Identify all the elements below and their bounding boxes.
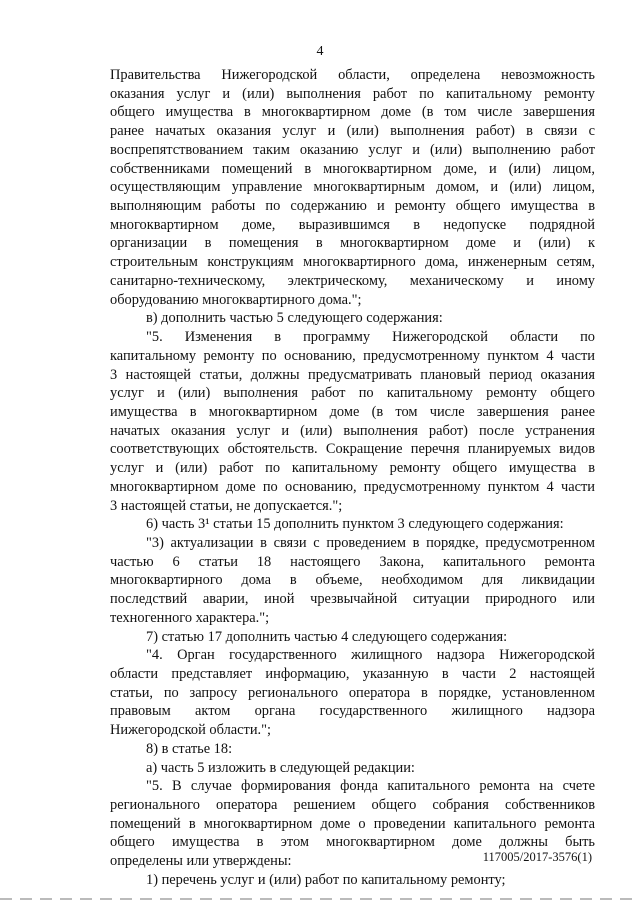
text-line: Нижегородской области.";: [110, 722, 271, 739]
text-line: ранее начатых оказания услуг и (или) выполнения работ) в связи с: [110, 123, 595, 140]
text-line: 8) в статье 18:: [146, 740, 233, 757]
text-line: "3) актуализации в связи с проведением в порядке, предусмотренном: [146, 534, 595, 551]
scan-edge-divider: [0, 898, 640, 900]
text-line: последствий аварии, иной чрезвычайной ситуации природного или: [110, 591, 595, 608]
text-line: 1) перечень услуг и (или) работ по капитальному ремонту;: [146, 871, 506, 888]
text-line: санитарно-техническому, электрическому, механическому и иному: [110, 272, 595, 289]
text-line: общего имущества в этом многоквартирном доме должны быть: [110, 834, 595, 851]
text-line: правовым актом органа государственного жилищного надзора: [110, 703, 595, 720]
text-line: начатых оказания услуг и (или) выполнения работ) после устранения: [110, 422, 595, 439]
text-line: 6) часть 3¹ статьи 15 дополнить пунктом 3 следующего содержания:: [146, 516, 564, 533]
text-line: выполняющим работы по содержанию и ремонту общего имущества в: [110, 198, 595, 215]
text-line: "4. Орган государственного жилищного надзора Нижегородской: [146, 647, 595, 664]
text-line: многоквартирном доме по основанию, предусмотренному пунктом 4 части: [110, 478, 595, 495]
text-line: частью 6 статьи 18 настоящего Закона, капитального ремонта: [110, 553, 595, 570]
text-line: регионального оператора решением общего собрания собственников: [110, 797, 595, 814]
text-line: услуг и (или) работ по капитальному ремонту общего имущества в: [110, 460, 595, 477]
text-line: "5. В случае формирования фонда капитального ремонта на счете: [146, 778, 595, 795]
text-line: осуществляющим управление многоквартирным домом, и (или) лицом,: [110, 179, 595, 196]
text-line: оборудованию многоквартирного дома.";: [110, 291, 362, 308]
text-line: помещений в многоквартирном доме о проведении капитального ремонта: [110, 815, 595, 832]
text-line: а) часть 5 изложить в следующей редакции:: [146, 759, 415, 776]
text-line: общего имущества в многоквартирном доме (в том числе завершения: [110, 104, 595, 121]
page-number: 4: [316, 44, 324, 59]
text-line: статьи, по запросу регионального оператора в порядке, установленном: [110, 684, 595, 701]
text-line: в) дополнить частью 5 следующего содержания:: [146, 310, 443, 327]
text-line: определены или утверждены:: [110, 853, 292, 870]
text-line: воспрепятствованием таким оказанию услуг и (или) выполнению работ: [110, 141, 595, 158]
document-body: [110, 66, 595, 890]
text-line: 3 настоящей статьи, не допускается.";: [110, 497, 343, 514]
text-line: 3 настоящей статьи, должны предусматривать плановый период оказания: [110, 366, 595, 383]
text-line: капитальному ремонту по основанию, предусмотренному пунктом 4 части: [110, 347, 595, 364]
text-line: области представляет информацию, указанную в части 2 настоящей: [110, 666, 595, 682]
text-line: собственниками помещений в многоквартирном доме, и (или) лицом,: [110, 160, 595, 177]
text-line: 7) статью 17 дополнить частью 4 следующего содержания:: [146, 628, 508, 645]
text-line: техногенного характера.";: [110, 609, 270, 626]
text-line: строительным конструкциям многоквартирного дома, инженерным сетям,: [110, 254, 595, 271]
text-line: оказания услуг и (или) выполнения работ по капитальному ремонту: [110, 85, 595, 102]
text-line: услуг и (или) выполнения работ по капитальному ремонту общего: [110, 385, 595, 402]
document-code: 117005/2017-3576(1): [482, 850, 592, 864]
text-line: многоквартирного дома в объеме, необходимом для ликвидации: [110, 572, 595, 589]
text-line: многоквартирном доме, выразившимся в недопуске подрядной: [110, 216, 595, 233]
text-line: "5. Изменения в программу Нижегородской области по: [146, 329, 595, 346]
text-line: соответствующих обстоятельств. Сокращение перечня планируемых видов: [110, 441, 595, 458]
text-line: организации в помещения в многоквартирном доме и (или) к: [110, 235, 595, 252]
text-line: имущества в многоквартирном доме (в том числе завершения ранее: [110, 403, 595, 420]
text-line: Правительства Нижегородской области, определена невозможность: [110, 67, 595, 83]
